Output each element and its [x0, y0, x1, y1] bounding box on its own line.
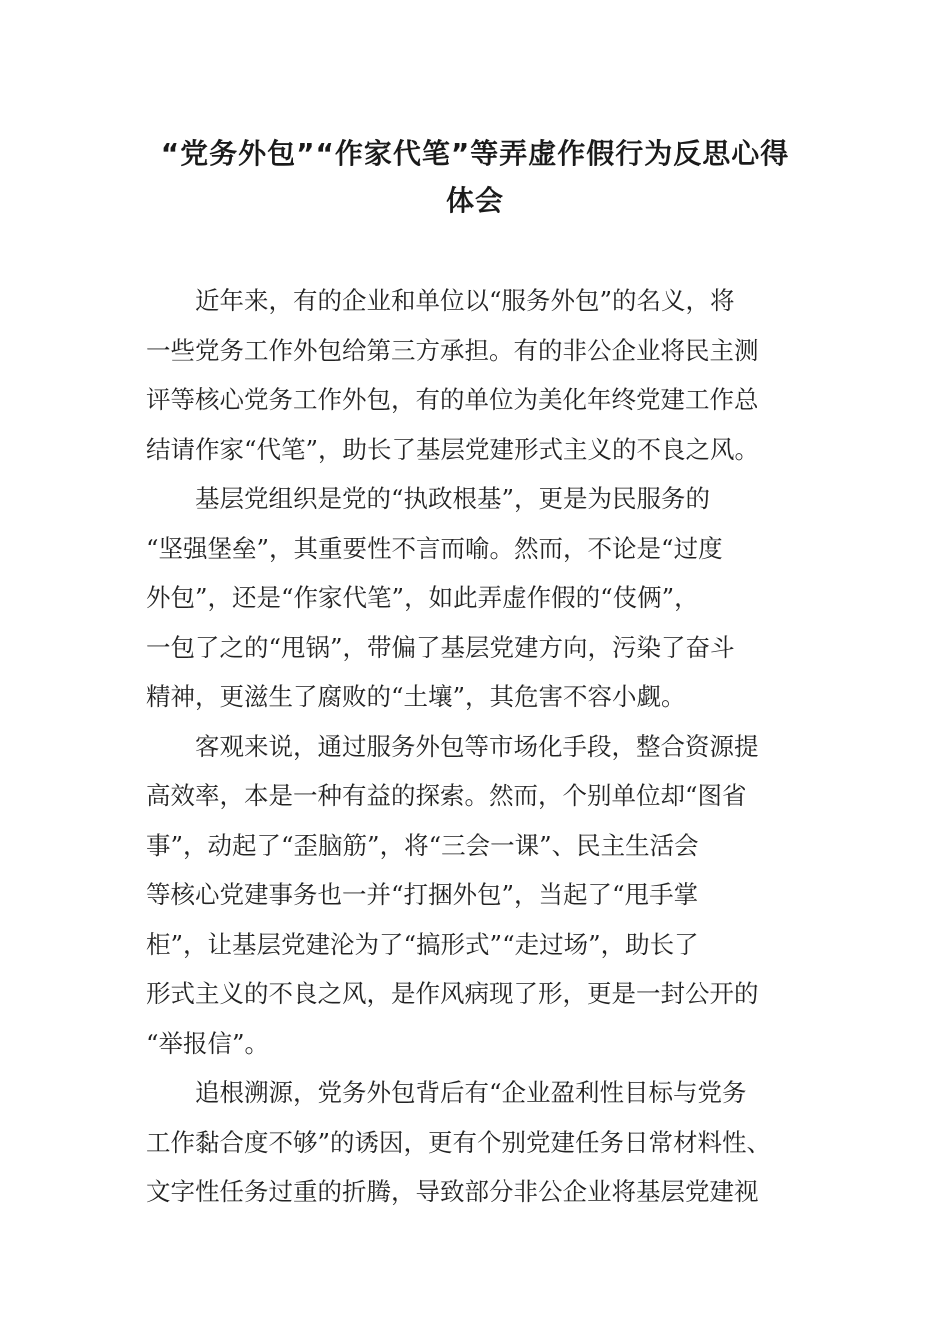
text-line: “举报信”。 — [146, 1028, 270, 1058]
text-line: 等核心党建事务也一并“打捆外包”，当起了“甩手掌 — [146, 880, 699, 909]
text-line: 一些党务工作外包给第三方承担。有的非公企业将民主测 — [146, 335, 759, 365]
text-line: 工作黏合度不够”的诱因，更有个别党建任务日常材料性、 — [146, 1127, 772, 1157]
paragraph — [146, 276, 802, 474]
text-line: 柜”，让基层党建沦为了“搞形式”“走过场”，助长了 — [146, 929, 699, 959]
text-line: 基层党组织是党的“执政根基”，更是为民服务的 — [195, 484, 711, 513]
text-line: 一包了之的“甩锅”，带偏了基层党建方向，污染了奋斗 — [146, 632, 735, 662]
text-line: 结请作家“代笔”，助长了基层党建形式主义的不良之风。 — [146, 434, 760, 464]
text-line: 追根溯源，党务外包背后有“企业盈利性目标与党务 — [195, 1078, 747, 1107]
text-line: 高效率，本是一种有益的探索。然而，个别单位却“图省 — [146, 781, 747, 810]
text-line: “坚强堡垒”，其重要性不言而喻。然而，不论是“过度 — [146, 533, 723, 563]
text-line: 客观来说，通过服务外包等市场化手段，整合资源提 — [195, 731, 759, 761]
document-title — [120, 130, 830, 224]
paragraph — [146, 474, 802, 722]
paragraph — [146, 722, 802, 1069]
text-line: 外包”，还是“作家代笔”，如此弄虚作假的“伎俩”， — [146, 583, 699, 612]
title-line: 体会 — [445, 184, 504, 217]
text-line: 形式主义的不良之风，是作风病现了形，更是一封公开的 — [146, 979, 759, 1008]
title-line: “党务外包”“作家代笔”等弄虚作假行为反思心得 — [160, 137, 790, 170]
text-line: 文字性任务过重的折腾，导致部分非公企业将基层党建视 — [146, 1177, 759, 1206]
document-body — [146, 276, 802, 1217]
text-line: 事”，动起了“歪脑筋”，将“三会一课”、民主生活会 — [146, 830, 699, 860]
text-line: 评等核心党务工作外包，有的单位为美化年终党建工作总 — [146, 385, 759, 414]
text-line: 近年来，有的企业和单位以“服务外包”的名义，将 — [195, 286, 735, 315]
text-line: 精神，更滋生了腐败的“土壤”，其危害不容小觑。 — [146, 682, 686, 711]
paragraph — [146, 1068, 802, 1217]
